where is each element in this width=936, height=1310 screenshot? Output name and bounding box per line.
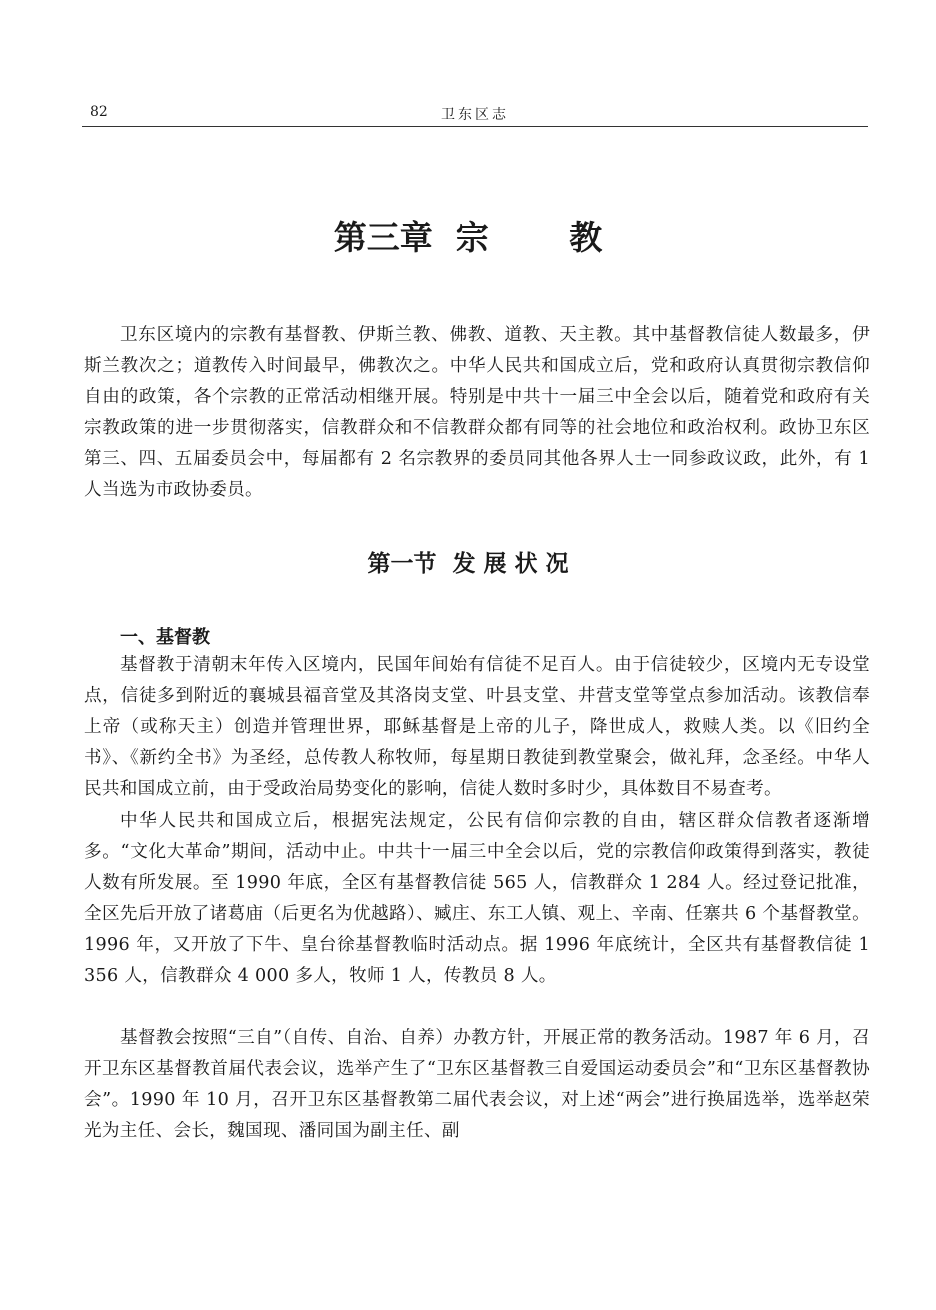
page-number: 82 <box>90 104 108 120</box>
body-paragraph-1: 基督教于清朝末年传入区境内，民国年间始有信徒不足百人。由于信徒较少，区境内无专设堂点，信徒多到附近的襄城县福音堂及其洛岗支堂、叶县支堂、井营支堂等堂点参加活动。该教信奉上帝（或称天主）创造并管理世界，耶稣基督是上帝的儿子，降世成人，救赎人类。以《旧约全书》、《新约全书》为圣经，总传教人称牧师，每星期日教徒到教堂聚会，做礼拜，念圣经。中华人民共和国成立前，由于受政治局势变化的影响，信徒人数时多时少，具体数目不易查考。 <box>84 655 870 799</box>
body-paragraph-3: 基督教会按照“三自”（自传、自治、自养）办教方针，开展正常的教务活动。1987 年 6 月，召开卫东区基督教首届代表会议，选举产生了“卫东区基督教三自爱国运动委员会”和“卫东区基督教协会”。1990 年 10 月，召开卫东区基督教第二届代表会议，对上述“两会”进行换届选举，选举赵荣光为主任、会长，魏国现、潘同国为副主任、副 <box>84 1028 870 1141</box>
chapter-title: 第三章 宗 教 <box>333 218 603 257</box>
page-header <box>82 104 868 127</box>
subsection-heading: 一、基督教 <box>120 627 210 648</box>
running-title: 卫东区志 <box>441 107 509 123</box>
section-title: 第一节 发 展 状 况 <box>367 551 569 577</box>
intro-paragraph: 卫东区境内的宗教有基督教、伊斯兰教、佛教、道教、天主教。其中基督教信徒人数最多，伊斯兰教次之；道教传入时间最早，佛教次之。中华人民共和国成立后，党和政府认真贯彻宗教信仰自由的政策，各个宗教的正常活动相继开展。特别是中共十一届三中全会以后，随着党和政府有关宗教政策的进一步贯彻落实，信教群众和不信教群众都有同等的社会地位和政治权利。政协卫东区第三、四、五届委员会中，每届都有 2 名宗教界的委员同其他各界人士一同参政议政，此外，有 1 人当选为市政协委员。 <box>84 325 870 500</box>
body-paragraph-2: 中华人民共和国成立后，根据宪法规定，公民有信仰宗教的自由，辖区群众信教者逐渐增多。“文化大革命”期间，活动中止。中共十一届三中全会以后，党的宗教信仰政策得到落实，教徒人数有所发展。至 1990 年底，全区有基督教信徒 565 人，信教群众 1 284 人。经过登记批准，全区先后开放了诸葛庙（后更名为优越路）、臧庄、东工人镇、观上、辛南、任寨共 6 个基督教堂。1996 年，又开放了下牛、皇台徐基督教临时活动点。据 1996 年底统计，全区共有基督教信徒 1 356 人，信教群众 4 000 多人，牧师 1 人，传教员 8 人。 <box>84 811 870 986</box>
